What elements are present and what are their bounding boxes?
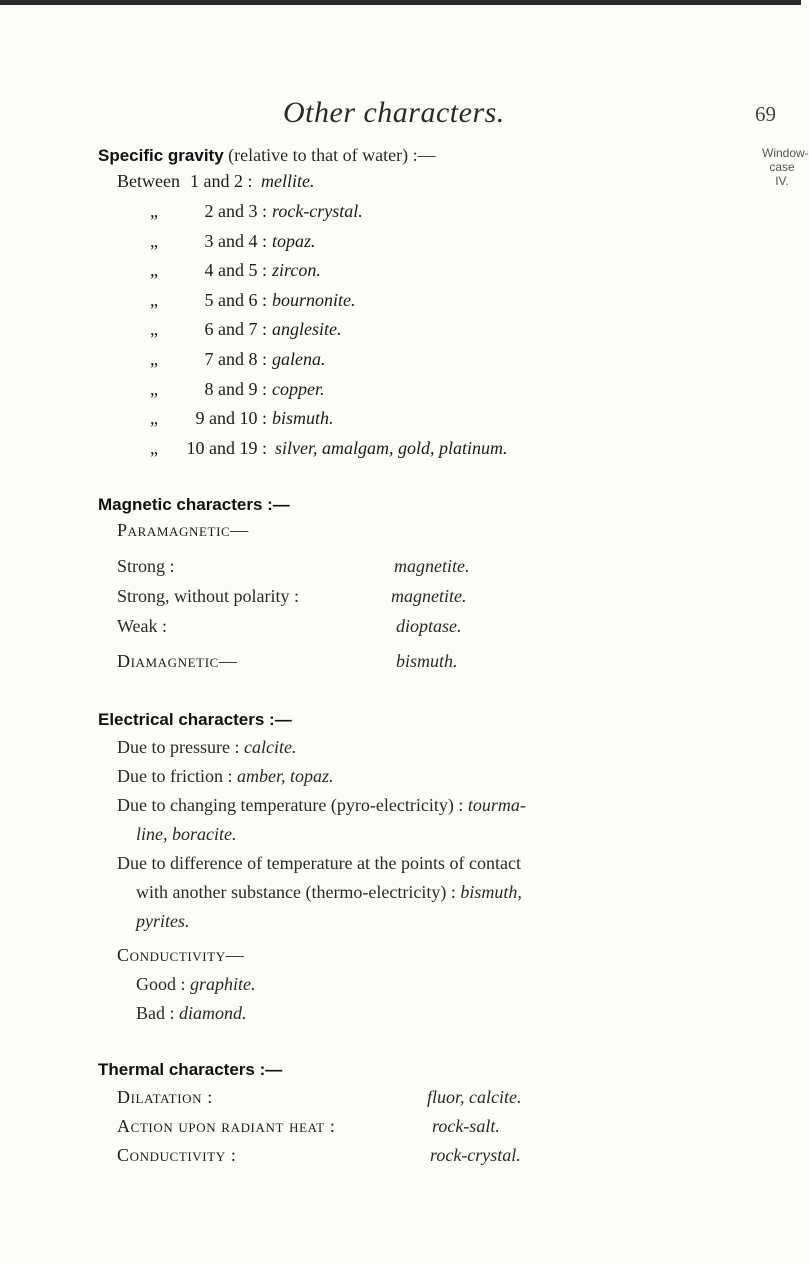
gravity-row-mineral: rock-crystal. bbox=[272, 201, 363, 221]
ditto-mark: „ bbox=[150, 349, 158, 369]
bad-value: diamond. bbox=[179, 1003, 247, 1023]
gravity-row-range: 1 and 2 : bbox=[190, 171, 253, 191]
gravity-row-mineral: topaz. bbox=[272, 231, 316, 251]
pressure-value: calcite. bbox=[243, 737, 297, 757]
thermo-label: with another substance (thermo-electricity) : bbox=[136, 882, 456, 902]
gravity-row-range: 10 and 19 : bbox=[186, 438, 267, 458]
weak-label: Weak : bbox=[117, 616, 168, 636]
radiant-heat-label: Action upon radiant heat : bbox=[117, 1116, 336, 1136]
thermal-heading: Thermal characters :— bbox=[98, 1060, 283, 1079]
specific-gravity-heading-rest: (relative to that of water) :— bbox=[223, 145, 436, 165]
gravity-row-first bbox=[117, 171, 315, 192]
page-top-edge bbox=[0, 0, 801, 5]
good-label: Good : bbox=[136, 974, 186, 994]
gravity-row-prefix: Between bbox=[117, 171, 180, 191]
gravity-row-mineral: copper. bbox=[272, 379, 325, 399]
diamagnetic-label: Diamagnetic— bbox=[117, 651, 238, 671]
gravity-row-mineral: anglesite. bbox=[272, 319, 342, 339]
magnetic-heading: Magnetic characters :— bbox=[98, 495, 290, 514]
bad-label: Bad : bbox=[136, 1003, 175, 1023]
pyro-label: Due to changing temperature (pyro-electricity) : bbox=[117, 795, 464, 815]
gravity-row-range: 8 and 9 : bbox=[204, 379, 267, 399]
ditto-mark: „ bbox=[150, 290, 158, 310]
weak-value: dioptase. bbox=[396, 616, 462, 636]
ditto-mark: „ bbox=[150, 379, 158, 399]
friction-label: Due to friction : bbox=[117, 766, 233, 786]
gravity-row-range: 3 and 4 : bbox=[204, 231, 267, 251]
thermal-conductivity-label: Conductivity : bbox=[117, 1145, 237, 1165]
gravity-row-range: 7 and 8 : bbox=[204, 349, 267, 369]
thermo-value-part1: bismuth, bbox=[460, 882, 522, 902]
specific-gravity-heading-line bbox=[98, 145, 436, 166]
pressure-line bbox=[117, 737, 296, 758]
ditto-mark: „ bbox=[150, 201, 158, 221]
pyro-value-part2: line, boracite. bbox=[136, 824, 237, 844]
bad-line bbox=[136, 1003, 247, 1024]
friction-line bbox=[117, 766, 334, 787]
friction-value: amber, topaz. bbox=[236, 766, 334, 786]
gravity-row-range: 2 and 3 : bbox=[204, 201, 267, 221]
strong-value: magnetite. bbox=[394, 556, 470, 576]
gravity-row-mineral: bismuth. bbox=[272, 408, 334, 428]
thermo-value-part2: pyrites. bbox=[136, 911, 190, 931]
gravity-row-mineral: zircon. bbox=[272, 260, 321, 280]
conductivity-label: Conductivity— bbox=[117, 945, 245, 965]
good-line bbox=[136, 974, 256, 995]
specific-gravity-heading: Specific gravity bbox=[98, 146, 224, 165]
ditto-mark: „ bbox=[150, 260, 158, 280]
strong-label: Strong : bbox=[117, 556, 175, 576]
gravity-row-mineral: bournonite. bbox=[272, 290, 356, 310]
gravity-row-mineral: galena. bbox=[272, 349, 326, 369]
gravity-row-range: 4 and 5 : bbox=[204, 260, 267, 280]
ditto-mark: „ bbox=[150, 319, 158, 339]
strong-no-polarity-label: Strong, without polarity : bbox=[117, 586, 299, 606]
gravity-row-mineral: silver, amalgam, gold, platinum. bbox=[275, 438, 508, 458]
good-value: graphite. bbox=[190, 974, 256, 994]
thermo-line-1: Due to difference of temperature at the points of contact bbox=[117, 853, 521, 873]
pressure-label: Due to pressure : bbox=[117, 737, 240, 757]
ditto-mark: „ bbox=[150, 231, 158, 251]
ditto-mark: „ bbox=[150, 408, 158, 428]
dilatation-label: Dilatation : bbox=[117, 1087, 213, 1107]
electrical-heading: Electrical characters :— bbox=[98, 710, 292, 729]
gravity-row-range: 5 and 6 : bbox=[204, 290, 267, 310]
dilatation-value: fluor, calcite. bbox=[427, 1087, 522, 1107]
pyro-value-part1: tourma- bbox=[467, 795, 526, 815]
paramagnetic-label: Paramagnetic— bbox=[117, 520, 249, 540]
ditto-mark: „ bbox=[150, 438, 158, 458]
gravity-row-range: 9 and 10 : bbox=[195, 408, 267, 428]
margin-note bbox=[762, 146, 809, 188]
strong-no-polarity-value: magnetite. bbox=[391, 586, 467, 606]
diamagnetic-value: bismuth. bbox=[396, 651, 458, 671]
running-title: Other characters. bbox=[283, 96, 505, 129]
gravity-row-mineral: mellite. bbox=[261, 171, 315, 191]
gravity-row-range: 6 and 7 : bbox=[204, 319, 267, 339]
thermo-line-2 bbox=[136, 882, 522, 903]
margin-note-line-2: case IV. bbox=[769, 160, 795, 188]
radiant-heat-value: rock-salt. bbox=[432, 1116, 500, 1136]
margin-note-line-1: Window- bbox=[762, 146, 809, 160]
page-number: 69 bbox=[755, 102, 776, 126]
pyro-line bbox=[117, 795, 526, 816]
thermal-conductivity-value: rock-crystal. bbox=[430, 1145, 521, 1165]
